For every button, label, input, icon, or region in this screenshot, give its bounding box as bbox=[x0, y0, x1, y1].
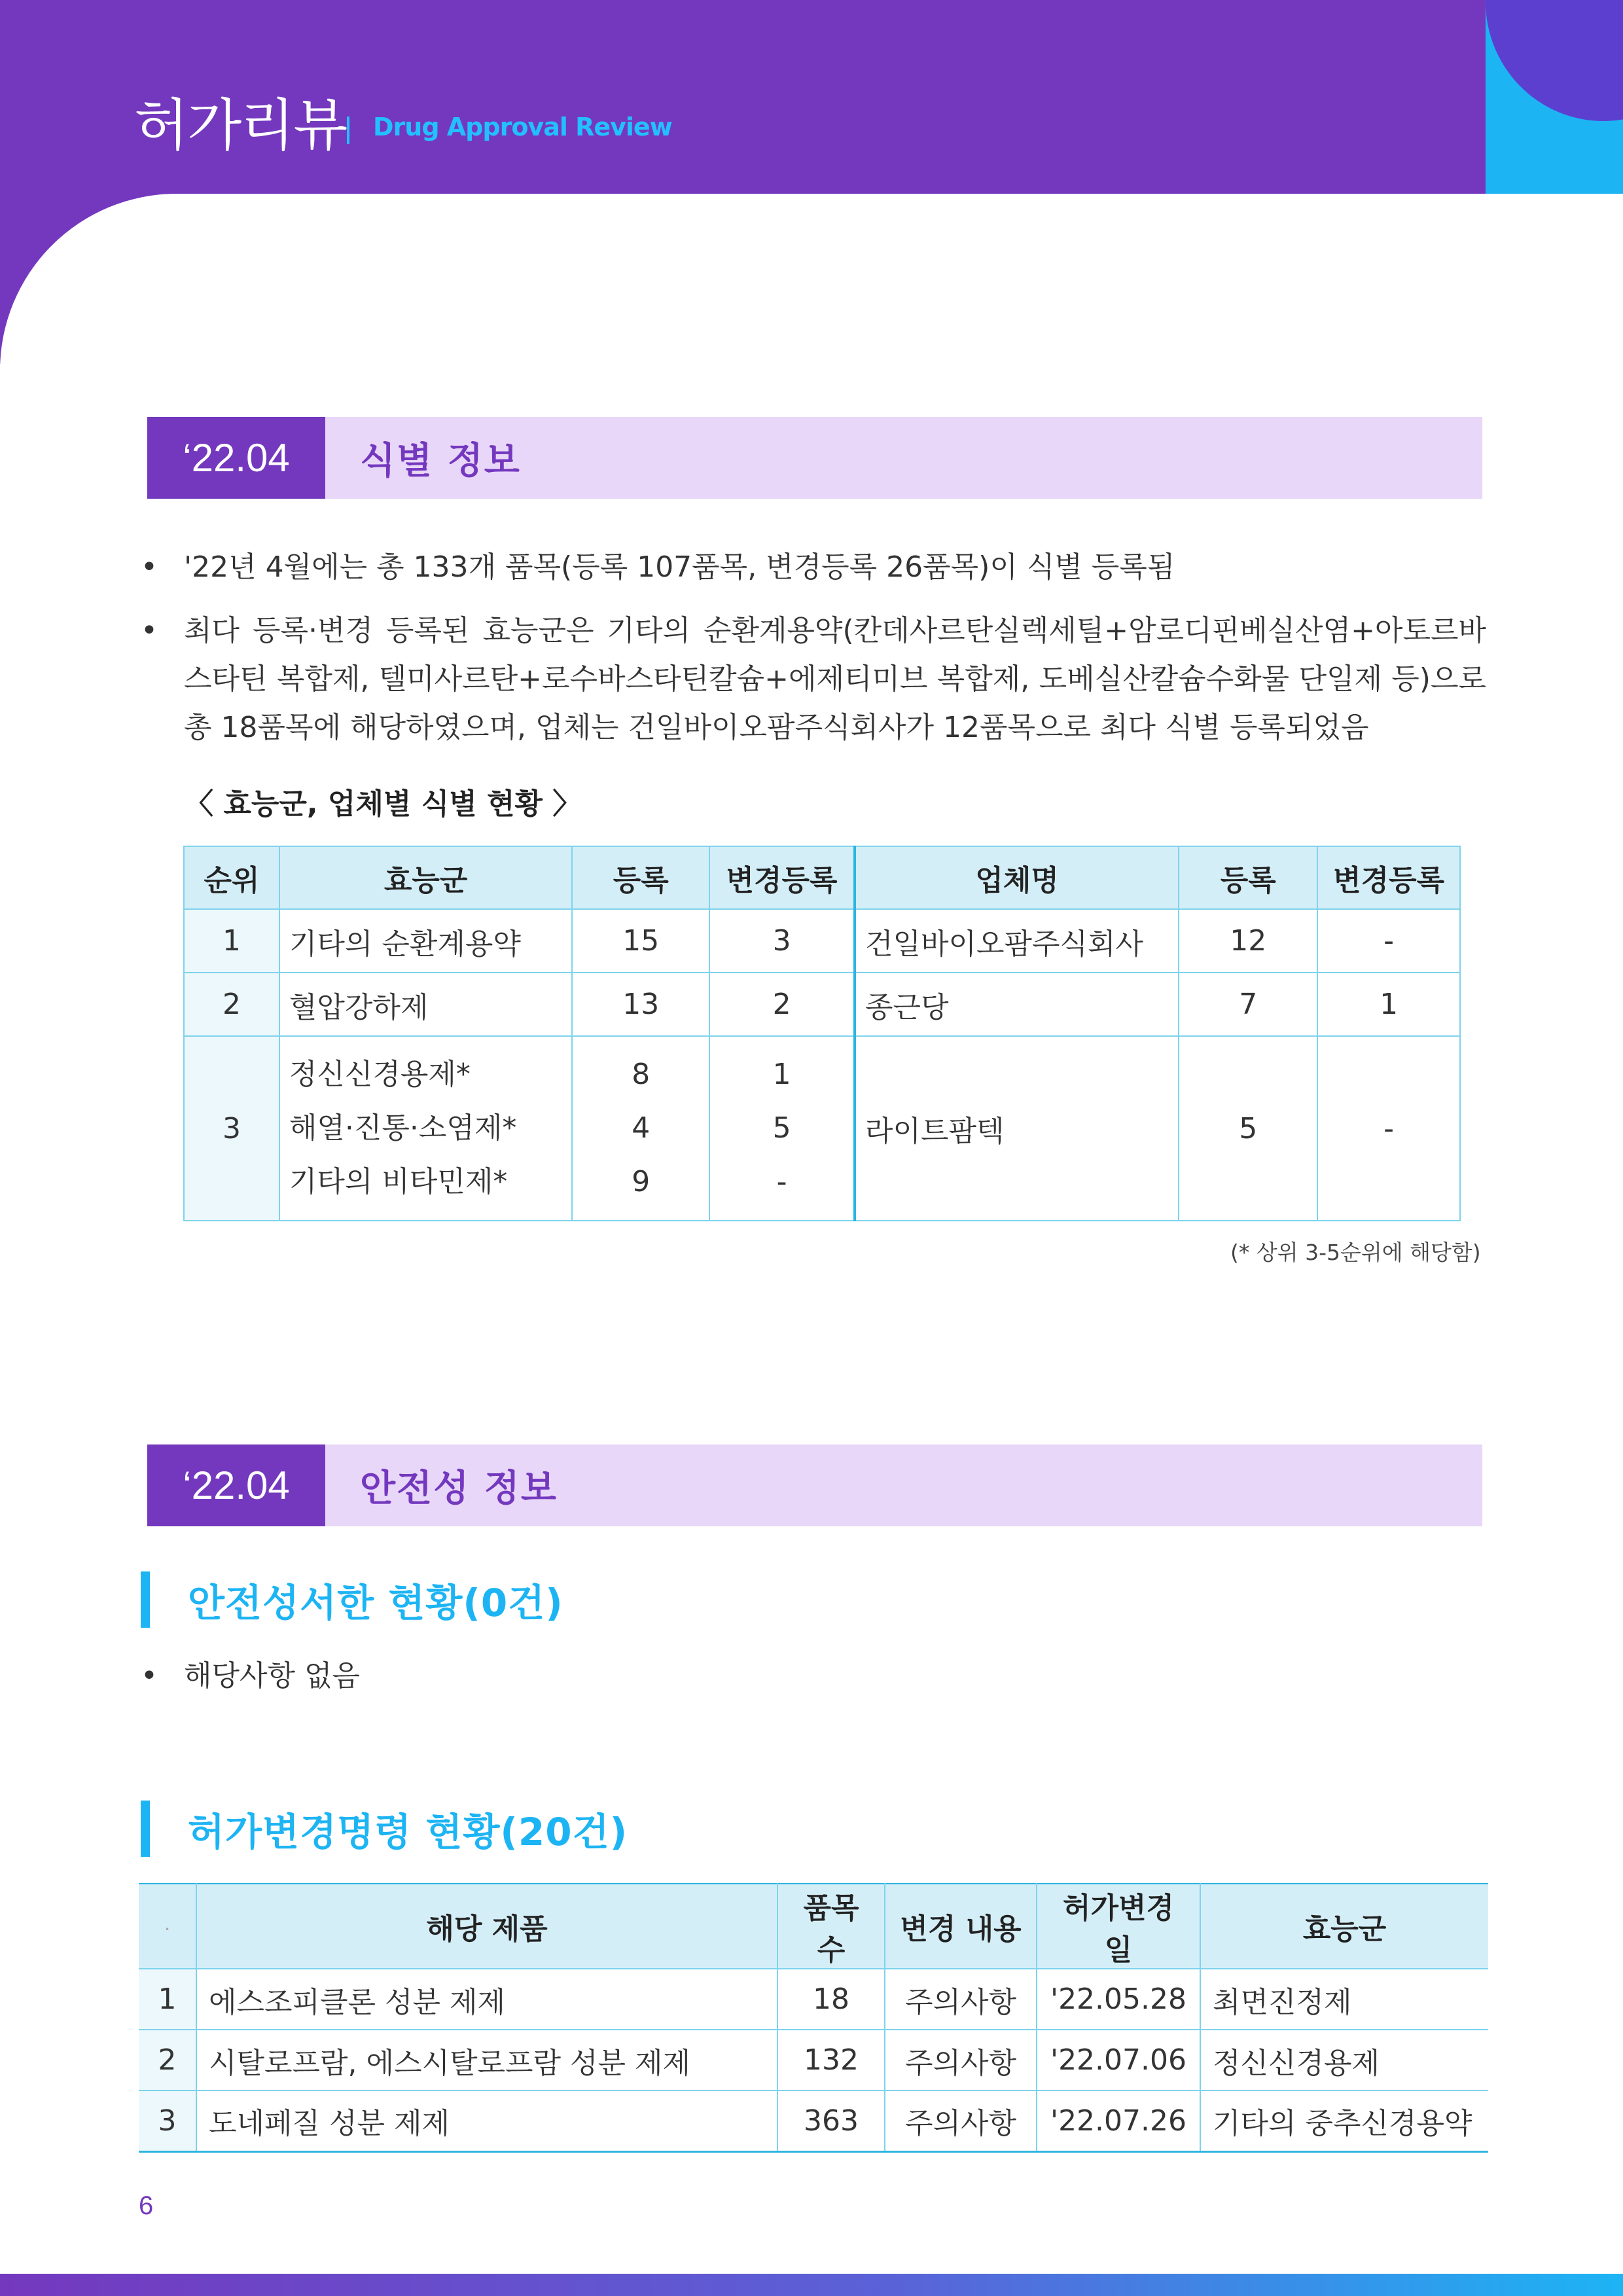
subheading-bar bbox=[141, 1801, 150, 1857]
cell-no: 2 bbox=[139, 2030, 196, 2090]
cell-date: '22.07.26 bbox=[1037, 2090, 1200, 2151]
cell-change: 주의사항 bbox=[885, 1969, 1037, 2030]
col-header-date: 허가변경일 bbox=[1037, 1884, 1200, 1969]
table-row bbox=[184, 973, 1460, 1036]
table-header-row bbox=[139, 1884, 1488, 1969]
subheading-change-orders bbox=[141, 1799, 628, 1859]
col-header-no: . bbox=[139, 1884, 196, 1969]
cell-company-reg: 7 bbox=[1179, 973, 1317, 1036]
bullet-text-top-group: 최다 등록·변경 등록된 효능군은 기타의 순환계용약(칸데사르탄실렉세틸+암로디핀베실산염+아토르바스타틴 복합제, 텔미사르탄+로수바스타틴칼슘+에제티미브 복합제, 도베실산칼슘수화물 단일제 등)으로 총 18품목에 해당하였으며, 업체는 건일바이오팜주식회사가 12품목으로 최다 식별 등록되었음 bbox=[184, 614, 1486, 744]
bullet-icon: • bbox=[141, 1659, 158, 1693]
cell-chg: 1 bbox=[772, 1058, 791, 1091]
cell-group: 최면진정제 bbox=[1200, 1969, 1488, 2030]
col-header-product: 해당 제품 bbox=[196, 1884, 777, 1969]
cell-group: 정신신경용제 bbox=[1200, 2030, 1488, 2090]
cell-rank: 2 bbox=[184, 973, 279, 1036]
col-header-group: 효능군 bbox=[1200, 1884, 1488, 1969]
cell-chg: 3 bbox=[709, 909, 855, 973]
header-subtitle: Drug Approval Review bbox=[373, 113, 672, 141]
col-header-company-chg: 변경등록 bbox=[1317, 846, 1460, 909]
bullet-text-total: '22년 4월에는 총 133개 품목(등록 107품목, 변경등록 26품목)이 식별 등록됨 bbox=[184, 550, 1175, 584]
cell-reg: 13 bbox=[572, 973, 709, 1036]
cell-company: 종근당 bbox=[855, 973, 1179, 1036]
identification-table bbox=[183, 846, 1461, 1221]
table-row bbox=[139, 2030, 1488, 2090]
bullet-icon: • bbox=[141, 614, 158, 647]
cell-chg-multi bbox=[709, 1036, 855, 1221]
cell-count: 363 bbox=[777, 2090, 885, 2151]
table-row bbox=[139, 1969, 1488, 2030]
cell-reg: 8 bbox=[632, 1058, 651, 1091]
col-header-reg: 등록 bbox=[572, 846, 709, 909]
subheading-label: 안전성서한 현황(0건) bbox=[188, 1581, 563, 1625]
table-row bbox=[139, 2090, 1488, 2151]
table-header-row bbox=[184, 846, 1460, 909]
cell-rank: 3 bbox=[184, 1036, 279, 1221]
header-title: 허가리뷰 bbox=[134, 93, 347, 158]
cell-reg: 4 bbox=[632, 1111, 651, 1145]
cell-group: 해열·진통·소염제* bbox=[289, 1111, 517, 1145]
cell-reg: 15 bbox=[572, 909, 709, 973]
cell-company-chg: 1 bbox=[1317, 973, 1460, 1036]
cell-company-chg: - bbox=[1317, 1036, 1460, 1221]
col-header-company-reg: 등록 bbox=[1179, 846, 1317, 909]
cell-product: 시탈로프람, 에스시탈로프람 성분 제제 bbox=[196, 2030, 777, 2090]
cell-company: 라이트팜텍 bbox=[855, 1036, 1179, 1221]
section-safety-header bbox=[147, 1444, 1482, 1526]
section-title: 식별 정보 bbox=[360, 439, 521, 482]
bullet-icon: • bbox=[141, 550, 158, 584]
cell-change: 주의사항 bbox=[885, 2030, 1037, 2090]
section-identification-header bbox=[147, 417, 1482, 499]
cell-company: 건일바이오팜주식회사 bbox=[855, 909, 1179, 973]
cell-count: 132 bbox=[777, 2030, 885, 2090]
section-date-badge: ‘22.04 bbox=[147, 417, 325, 499]
footer-band bbox=[0, 2274, 1623, 2296]
col-header-change: 변경 내용 bbox=[885, 1884, 1037, 1969]
col-header-count: 품목수 bbox=[777, 1884, 885, 1969]
change-order-table bbox=[139, 1883, 1488, 2153]
subheading-bar bbox=[141, 1571, 150, 1628]
cell-group: 기타의 순환계용약 bbox=[279, 909, 572, 973]
bullet-text-none: 해당사항 없음 bbox=[184, 1659, 361, 1693]
cell-date: '22.05.28 bbox=[1037, 1969, 1200, 2030]
table-row bbox=[184, 1036, 1460, 1221]
header-separator bbox=[347, 117, 349, 144]
cell-group: 기타의 비타민제* bbox=[289, 1165, 508, 1198]
cell-company-chg: - bbox=[1317, 909, 1460, 973]
col-header-rank: 순위 bbox=[184, 846, 279, 909]
cell-no: 3 bbox=[139, 2090, 196, 2151]
table-caption: 〈 효능군, 업체별 식별 현황 〉 bbox=[185, 787, 582, 821]
cell-product: 에스조피클론 성분 제제 bbox=[196, 1969, 777, 2030]
col-header-chg: 변경등록 bbox=[709, 846, 855, 909]
cell-company-reg: 5 bbox=[1179, 1036, 1317, 1221]
cell-date: '22.07.06 bbox=[1037, 2030, 1200, 2090]
table-footnote: (* 상위 3-5순위에 해당함) bbox=[1230, 1240, 1481, 1265]
cell-group: 혈압강하제 bbox=[279, 973, 572, 1036]
cell-count: 18 bbox=[777, 1969, 885, 2030]
section-date-badge: ‘22.04 bbox=[147, 1444, 325, 1526]
cell-chg: 2 bbox=[709, 973, 855, 1036]
cell-chg: - bbox=[776, 1165, 787, 1198]
col-header-company: 업체명 bbox=[855, 846, 1179, 909]
section-title: 안전성 정보 bbox=[360, 1467, 558, 1510]
table-row bbox=[184, 909, 1460, 973]
cell-reg-multi bbox=[572, 1036, 709, 1221]
cell-change: 주의사항 bbox=[885, 2090, 1037, 2151]
page-number: 6 bbox=[139, 2191, 154, 2220]
cell-group: 정신신경용제* bbox=[289, 1058, 471, 1091]
subheading-label: 허가변경명령 현황(20건) bbox=[188, 1810, 628, 1854]
cell-company-reg: 12 bbox=[1179, 909, 1317, 973]
cell-group-multi bbox=[279, 1036, 572, 1221]
cell-chg: 5 bbox=[772, 1111, 791, 1145]
cell-no: 1 bbox=[139, 1969, 196, 2030]
cell-rank: 1 bbox=[184, 909, 279, 973]
cell-reg: 9 bbox=[632, 1165, 651, 1198]
col-header-group: 효능군 bbox=[279, 846, 572, 909]
subheading-safety-letter bbox=[141, 1570, 563, 1630]
cell-product: 도네페질 성분 제제 bbox=[196, 2090, 777, 2151]
cell-group: 기타의 중추신경용약 bbox=[1200, 2090, 1488, 2151]
